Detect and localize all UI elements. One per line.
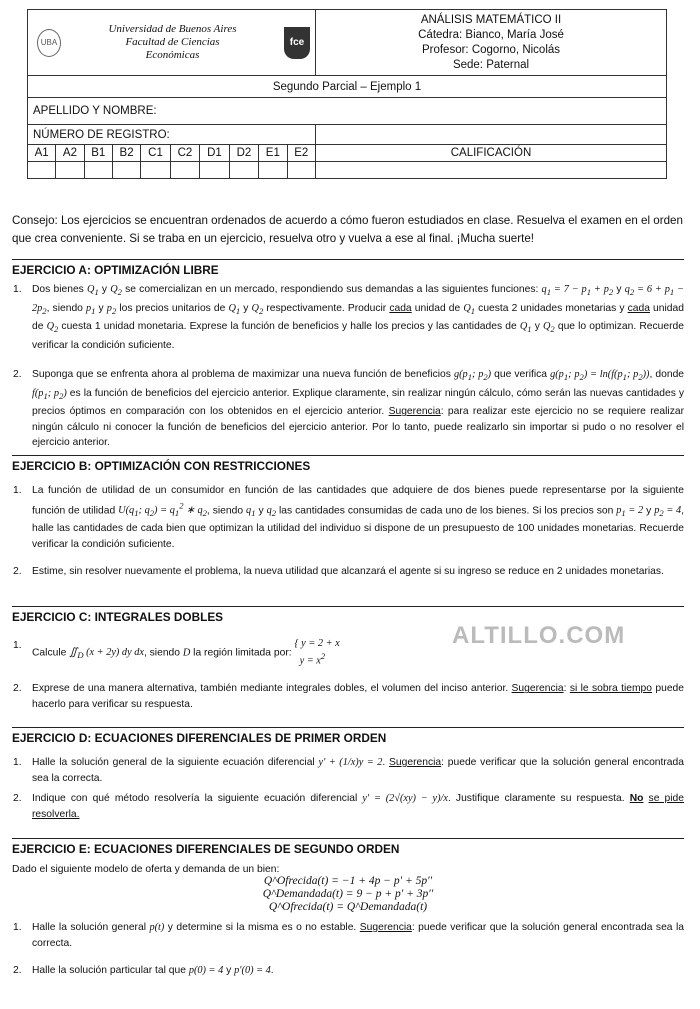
section-a: [12, 259, 684, 451]
section-e-title: EJERCICIO E: ECUACIONES DIFERENCIALES DE SEGUNDO ORDEN: [12, 838, 684, 856]
exercise-c2: 2. Exprese de una manera alternativa, también mediante integrales dobles, el volumen del inciso anterior. Sugerencia: si le sobra tiempo puede hacerlo para verificar su respuesta.: [13, 683, 684, 710]
grade-box[interactable]: [229, 162, 258, 179]
grade-col-a1: A1: [28, 145, 56, 162]
section-a-title: EJERCICIO A: OPTIMIZACIÓN LIBRE: [12, 259, 684, 277]
final-grade-box[interactable]: [316, 162, 667, 179]
uba-crest-icon: UBA: [37, 29, 61, 57]
university-cell: [28, 10, 316, 76]
grade-col-a2: A2: [56, 145, 84, 162]
exercise-b1: 1. La función de utilidad de un consumidor en función de las cantidades que adquiere de dos bienes puede representarse por la siguiente función de utilidad $U(q_1$; $q_2) = q_1^2$ ∗ $q_2$, siendo $q_1$ y $q_2$ las cantidades consumidas de cada uno de los bienes. Si los precios son $p_1 = 2$ y $p_2 = 4$, halle las cantidades de cada bien que optimizan la utilidad del individuo si dispone de un presupuesto de 100 unidades monetarias. Recuerde verificar la condición suficiente.: [13, 485, 685, 550]
exercise-a2: 2. Suponga que se enfrenta ahora al problema de maximizar una nueva función de beneficios $g(p_1$; $p_2$) que verifica $g(p_1$; $p_2) = \ln(f(p_1$; $p_2$)), donde $f(p_1$; $p_2$) es la función de beneficios del ejercicio anterior. Explique claramente, sin realizar ningún cálculo, cómo serán las nuevas cantidades y precios óptimos en comparación con los obtenidos en el ejercicio anterior. Sugerencia: para realizar este ejercicio no se requiere realizar ningún cálculo ni conocer la función de beneficios del ejercicio anterior. Por lo tanto, puede realizarlo sin importar si pudo o no resolver el ejercicio anterior.: [13, 369, 685, 449]
section-d: [12, 727, 684, 822]
section-d-title: EJERCICIO D: ECUACIONES DIFERENCIALES DE PRIMER ORDEN: [12, 727, 684, 745]
name-field[interactable]: APELLIDO Y NOMBRE:: [28, 98, 667, 125]
fce-logo-icon: fce: [284, 27, 310, 59]
exercise-d1: 1. Halle la solución general de la siguiente ecuación diferencial y′ + (1/x)y = 2. Sugerencia: puede verificar que la solución general encontrada sea la correcta.: [13, 757, 684, 784]
sede: Sede: Paternal: [452, 58, 530, 71]
exercise-a1: 1. Dos bienes $Q_1$ y $Q_2$ se comercializan en un mercado, respondiendo sus demandas a las siguientes funciones: $q_1 = 7 - p_1 + p_2$ y $q_2 = 6 + p_1 - 2p_2$, siendo $p_1$ y $p_2$ los precios unitarios de $Q_1$ y $Q_2$ respectivamente. Producir cada unidad de $Q_1$ cuesta 2 unidades monetarias y cada unidad de $Q_2$ cuesta 1 unidad monetaria. Exprese la función de beneficios y halle los precios y las cantidades de $Q_1$ y $Q_2$ que lo optimizan. Recuerde verificar la condición suficiente.: [13, 284, 685, 351]
grade-col-b2: B2: [112, 145, 140, 162]
grade-col-d1: D1: [200, 145, 229, 162]
exercise-d2: 2. Indique con qué método resolvería la siguiente ecuación diferencial y′ = (2√(xy) − y)/x. Justifique claramente su respuesta. No se pide resolverla.: [13, 793, 684, 820]
section-b-title: EJERCICIO B: OPTIMIZACIÓN CON RESTRICCIONES: [12, 455, 684, 473]
course-title: ANÁLISIS MATEMÁTICO II: [420, 13, 562, 26]
exercise-e1: 1. Halle la solución general p(t) y determine si la misma es o no estable. Sugerencia: puede verificar que la solución general encontrada sea la correcta.: [13, 922, 685, 949]
section-e: [12, 838, 684, 979]
faculty-name: Facultad de Ciencias: [125, 36, 220, 48]
grade-col-c2: C2: [170, 145, 199, 162]
grade-col-e2: E2: [287, 145, 316, 162]
header-table: [27, 9, 667, 179]
grade-col-d2: D2: [229, 145, 258, 162]
watermark: ALTILLO.COM: [452, 622, 626, 649]
grade-col-b1: B1: [84, 145, 112, 162]
grade-box[interactable]: [56, 162, 84, 179]
grade-box[interactable]: [112, 162, 140, 179]
grade-box[interactable]: [28, 162, 56, 179]
consejo-label: Consejo:: [12, 214, 58, 227]
grade-box[interactable]: [170, 162, 199, 179]
e-intro: Dado el siguiente modelo de oferta y demanda de un bien:: [12, 864, 280, 875]
grade-label: CALIFICACIÓN: [316, 145, 667, 162]
equation-supply: Q^Ofrecida(t) = −1 + 4p − p′ + 5p′′: [263, 875, 433, 887]
exercise-e2: 2. Halle la solución particular tal que p(0) = 4 y p′(0) = 4.: [13, 965, 274, 976]
catedra: Cátedra: Bianco, María José: [418, 28, 564, 41]
consejo-paragraph: [12, 212, 684, 248]
consejo-text: Los ejercicios se encuentran ordenados de acuerdo a cómo fueron estudiados en clase. Resuelva el examen en el orden que crea conveniente. Si se traba en un ejercicio, resuelva otro y vuelva a ese al final. ¡Mucha suerte!: [12, 214, 683, 245]
registration-field[interactable]: NÚMERO DE REGISTRO:: [28, 125, 316, 145]
grade-col-e1: E1: [259, 145, 287, 162]
section-b: [12, 455, 684, 580]
grade-box[interactable]: [259, 162, 287, 179]
equation-equilibrium: Q^Ofrecida(t) = Q^Demandada(t): [268, 901, 428, 913]
grade-box[interactable]: [287, 162, 316, 179]
grade-col-c1: C1: [141, 145, 170, 162]
grade-box[interactable]: [200, 162, 229, 179]
course-cell: [316, 10, 667, 76]
exercise-c1: 1. Calcule $∬_D$ (x + 2y) dy dx, siendo D la región limitada por: { y = 2 + x $y = x^2$: [13, 638, 340, 667]
exam-title: Segundo Parcial – Ejemplo 1: [28, 76, 667, 98]
grade-box[interactable]: [84, 162, 112, 179]
equation-demand: Q^Demandada(t) = 9 − p + p′ + 3p′′: [262, 888, 434, 900]
faculty-name-2: Económicas: [145, 49, 200, 61]
university-name: Universidad de Buenos Aires: [108, 23, 237, 35]
profesor: Profesor: Cogorno, Nicolás: [421, 43, 561, 56]
grade-box[interactable]: [141, 162, 170, 179]
exercise-b2: 2. Estime, sin resolver nuevamente el problema, la nueva utilidad que alcanzará el agente si su ingreso se reduce en 2 unidades monetarias.: [13, 566, 664, 578]
section-c-title: EJERCICIO C: INTEGRALES DOBLES: [12, 606, 684, 624]
